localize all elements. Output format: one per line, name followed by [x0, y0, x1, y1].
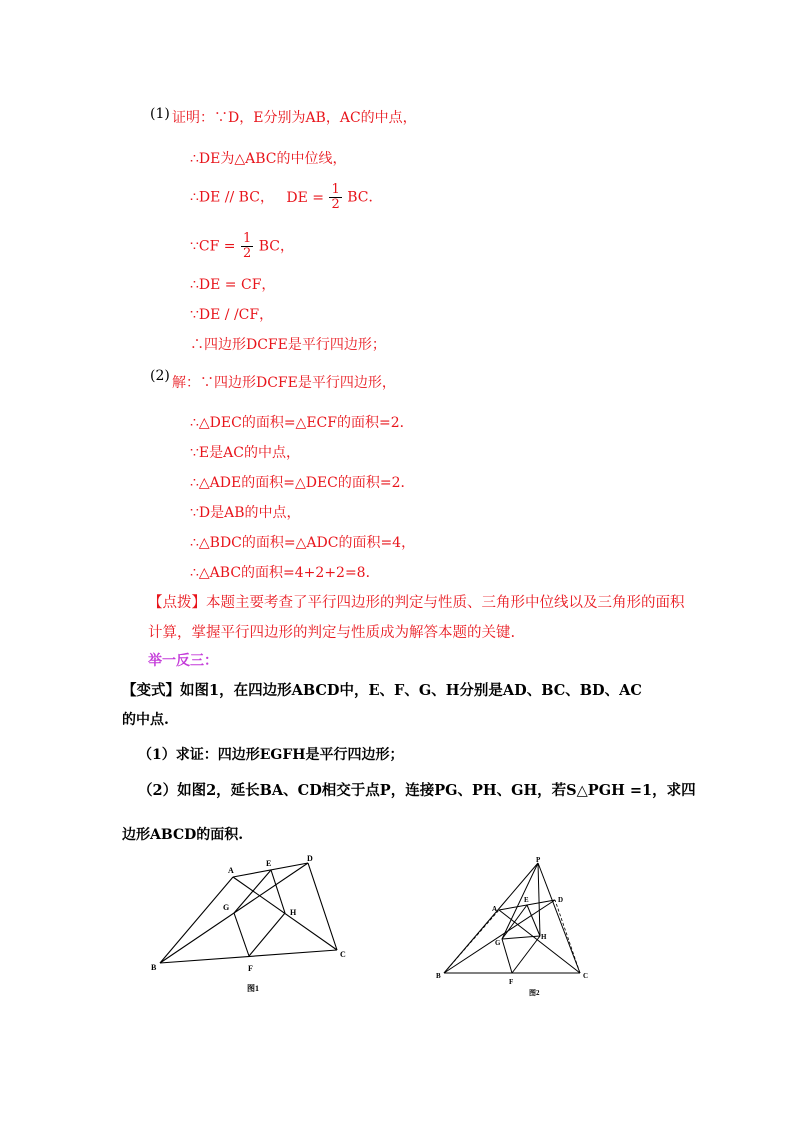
part2-line-5: ∵D是AB的中点， — [190, 505, 301, 521]
fraction-numerator: 1 — [242, 231, 252, 246]
part1-line-3a: ∴DE // BC， — [190, 189, 274, 206]
fig2-label-G: G — [495, 939, 501, 947]
part2-number: (2) — [150, 368, 170, 384]
fig1-label-E: E — [266, 859, 272, 868]
fig2-label-H: H — [541, 933, 547, 941]
fig1-caption: 图1 — [247, 984, 259, 993]
part1-line-3c: BC． — [347, 189, 383, 206]
fig1-label-G: G — [223, 903, 230, 912]
part2-line-3: ∵E是AC的中点， — [190, 445, 300, 461]
part2-line-4: ∴△ADE的面积=△DEC的面积=2． — [190, 475, 415, 491]
fraction-numerator: 1 — [331, 182, 340, 197]
section-heading: 举一反三： — [148, 653, 218, 669]
fig2-label-P: P — [536, 856, 541, 864]
part1-line-1: 证明：∵D，E分别为AB，AC的中点， — [172, 110, 417, 126]
part2-line-2: ∴△DEC的面积=△ECF的面积=2． — [190, 415, 414, 431]
figure-2 — [430, 855, 600, 1000]
fig1-label-A: A — [228, 866, 234, 875]
tip-line-1: 【点拨】本题主要考查了平行四边形的判定与性质、三角形中位线以及三角形的面积 — [148, 595, 685, 611]
variant-question-2: （2）如图2，延长BA、CD相交于点P，连接PG、PH、GH，若S△PGH =1，求四 — [138, 782, 696, 799]
fig1-label-B: B — [151, 963, 157, 972]
fig1-label-H: H — [290, 908, 297, 917]
part2-line-1: 解：∵四边形DCFE是平行四边形， — [172, 375, 396, 391]
part1-number: (1) — [150, 106, 170, 122]
fig1-label-C: C — [340, 950, 346, 959]
fraction-half — [329, 183, 341, 212]
variant-line-2: 的中点. — [122, 712, 169, 728]
variant-question-2b: 边形ABCD的面积. — [122, 827, 244, 843]
part1-line-6: ∵DE / /CF， — [190, 307, 274, 323]
fig2-label-A: A — [492, 905, 498, 913]
fig2-label-C: C — [583, 972, 589, 980]
part1-line-5: ∴DE = CF， — [190, 277, 276, 293]
fig2-caption: 图2 — [529, 989, 540, 997]
fig1-label-F: F — [248, 964, 253, 973]
fig2-label-F: F — [509, 978, 514, 986]
part1-line-2: ∴DE为△ABC的中位线， — [190, 151, 347, 167]
tip-line-2: 计算，掌握平行四边形的判定与性质成为解答本题的关键. — [148, 625, 516, 641]
part1-line-4 — [190, 232, 294, 261]
part1-line-4a: ∵CF = — [190, 238, 236, 255]
variant-line-1: 【变式】如图1，在四边形ABCD中，E、F、G、H分别是AD、BC、BD、AC — [122, 682, 642, 699]
fig2-label-D: D — [558, 896, 564, 904]
part1-line-3b: DE = — [286, 189, 325, 206]
fraction-denominator: 2 — [242, 246, 252, 261]
fig1-label-D: D — [307, 854, 313, 863]
part2-line-7: ∴△ABC的面积=4+2+2=8． — [190, 565, 380, 581]
part1-line-7: ∴四边形DCFE是平行四边形； — [190, 337, 386, 353]
variant-question-1: （1）求证：四边形EGFH是平行四边形； — [138, 747, 404, 763]
fraction-half — [241, 232, 253, 261]
part2-line-6: ∴△BDC的面积=△ADC的面积=4， — [190, 535, 416, 551]
fig2-label-E: E — [524, 896, 529, 904]
part1-line-4c: BC， — [258, 238, 294, 255]
fig2-label-B: B — [436, 972, 441, 980]
figure-1 — [140, 850, 370, 1000]
part1-line-3 — [190, 183, 382, 212]
fraction-denominator: 2 — [331, 197, 340, 212]
